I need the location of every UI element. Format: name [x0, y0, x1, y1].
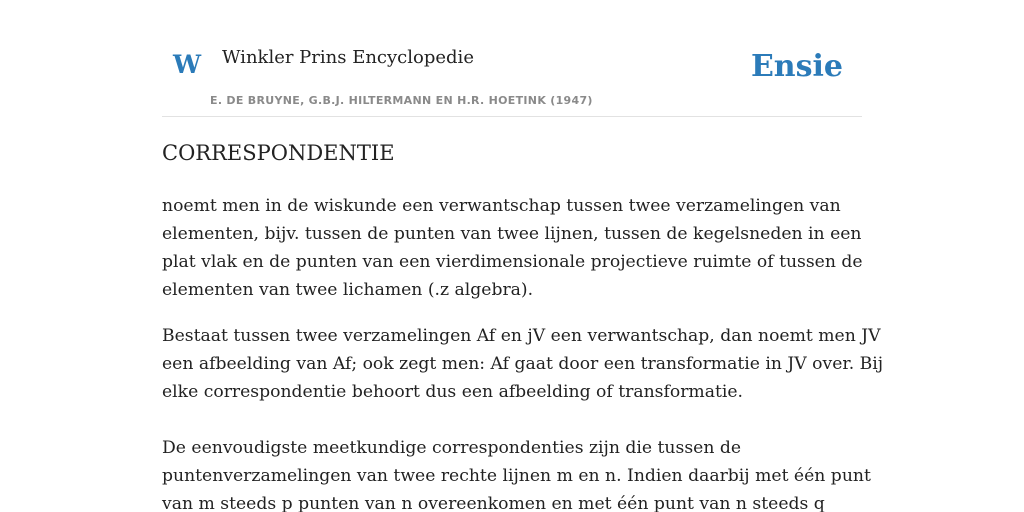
ensie-logo[interactable]: Ensie	[750, 49, 843, 84]
paragraph-line: puntenverzamelingen van twee rechte lijnen m en n. Indien daarbij met één punt	[162, 466, 871, 486]
paragraph-3	[162, 434, 871, 512]
winkler-prins-logo[interactable]: W	[173, 50, 202, 79]
paragraph-2	[162, 322, 884, 406]
article-body	[162, 192, 884, 512]
book-title-link[interactable]: Winkler Prins Encyclopedie	[222, 47, 474, 68]
book-authors: E. DE BRUYNE, G.B.J. HILTERMANN EN H.R. HOETINK (1947)	[210, 94, 593, 107]
article-title: CORRESPONDENTIE	[162, 141, 395, 165]
paragraph-line: plat vlak en de punten van een vierdimensionale projectieve ruimte of tussen de	[162, 252, 863, 272]
paragraph-1	[162, 192, 862, 304]
paragraph-line: elementen van twee lichamen (.z algebra).	[162, 280, 534, 300]
paragraph-line: noemt men in de wiskunde een verwantschap tussen twee verzamelingen van	[162, 196, 841, 216]
paragraph-line: De eenvoudigste meetkundige correspondenties zijn die tussen de	[162, 438, 742, 458]
site-header	[162, 0, 862, 117]
paragraph-line: een afbeelding van Af; ook zegt men: Af gaat door een transformatie in JV over. Bij	[162, 354, 884, 374]
paragraph-line: elementen, bijv. tussen de punten van twee lijnen, tussen de kegelsneden in een	[162, 224, 862, 244]
paragraph-line: Bestaat tussen twee verzamelingen Af en jV een verwantschap, dan noemt men JV	[162, 326, 881, 346]
paragraph-line: van m steeds p punten van n overeenkomen en met één punt van n steeds q	[162, 494, 825, 512]
paragraph-line: elke correspondentie behoort dus een afbeelding of transformatie.	[162, 382, 744, 402]
